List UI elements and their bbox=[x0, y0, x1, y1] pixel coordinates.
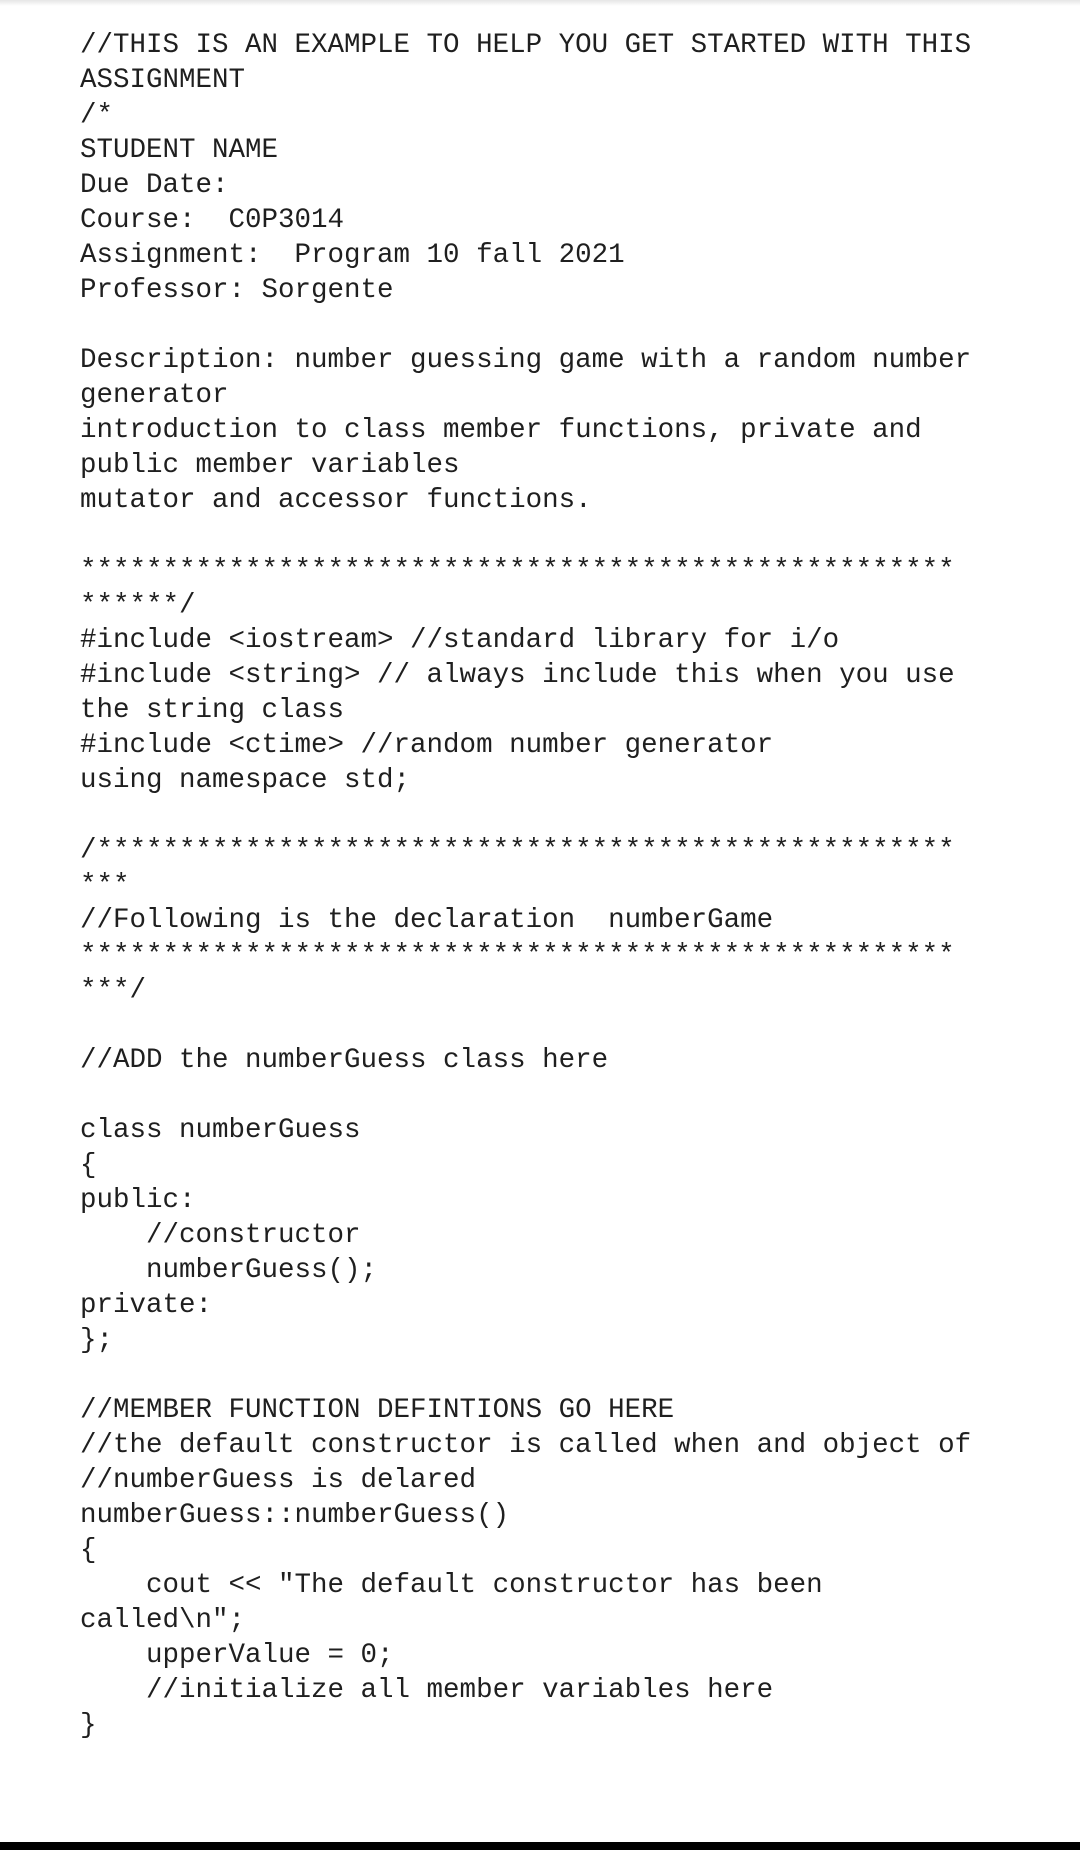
bottom-border bbox=[0, 1842, 1080, 1850]
code-line: ***************************************************** bbox=[80, 940, 955, 971]
code-line: //constructor bbox=[80, 1220, 361, 1251]
code-line: #include <ctime> //random number generator bbox=[80, 730, 774, 761]
code-line: private: bbox=[80, 1290, 213, 1321]
code-line: #include <iostream> //standard library for i/o bbox=[80, 625, 840, 656]
code-line: the string class bbox=[80, 695, 345, 726]
code-line: //ADD the numberGuess class here bbox=[80, 1045, 609, 1076]
code-line: }; bbox=[80, 1325, 114, 1356]
code-line: STUDENT NAME bbox=[80, 135, 279, 166]
code-line: mutator and accessor functions. bbox=[80, 485, 592, 516]
code-line: Description: number guessing game with a random number bbox=[80, 345, 972, 376]
code-line: ***/ bbox=[80, 975, 147, 1006]
code-line: //MEMBER FUNCTION DEFINTIONS GO HERE bbox=[80, 1395, 675, 1426]
code-line: public member variables bbox=[80, 450, 460, 481]
code-line bbox=[80, 1078, 1065, 1113]
code-line bbox=[80, 308, 1065, 343]
code-line bbox=[80, 798, 1065, 833]
code-line: Assignment: Program 10 fall 2021 bbox=[80, 240, 625, 271]
code-line: ******/ bbox=[80, 590, 196, 621]
code-line: ***************************************************** bbox=[80, 555, 955, 586]
code-line: //THIS IS AN EXAMPLE TO HELP YOU GET STARTED WITH THIS bbox=[80, 30, 972, 61]
code-line: /**************************************************** bbox=[80, 835, 955, 866]
code-line: //numberGuess is delared bbox=[80, 1465, 477, 1496]
code-line: Course: C0P3014 bbox=[80, 205, 345, 236]
code-line: introduction to class member functions, private and bbox=[80, 415, 922, 446]
code-line: cout << "The default constructor has been bbox=[80, 1570, 823, 1601]
code-line: { bbox=[80, 1150, 97, 1181]
code-listing bbox=[80, 28, 1065, 1743]
code-line: ASSIGNMENT bbox=[80, 65, 246, 96]
code-line bbox=[80, 518, 1065, 553]
code-line: numberGuess::numberGuess() bbox=[80, 1500, 510, 1531]
code-line: generator bbox=[80, 380, 229, 411]
code-line: /* bbox=[80, 100, 114, 131]
code-line: //Following is the declaration numberGame bbox=[80, 905, 774, 936]
code-line: *** bbox=[80, 870, 130, 901]
code-line: Professor: Sorgente bbox=[80, 275, 394, 306]
code-line: { bbox=[80, 1535, 97, 1566]
code-line: //initialize all member variables here bbox=[80, 1675, 774, 1706]
code-line bbox=[80, 1358, 1065, 1393]
code-line: //the default constructor is called when and object of bbox=[80, 1430, 972, 1461]
code-line: Due Date: bbox=[80, 170, 229, 201]
code-line: class numberGuess bbox=[80, 1115, 361, 1146]
code-line: } bbox=[80, 1710, 97, 1741]
code-line: public: bbox=[80, 1185, 196, 1216]
page-top-shadow bbox=[0, 0, 1080, 6]
code-line: upperValue = 0; bbox=[80, 1640, 394, 1671]
code-line: called\n"; bbox=[80, 1605, 246, 1636]
code-line: #include <string> // always include this when you use bbox=[80, 660, 955, 691]
code-line: numberGuess(); bbox=[80, 1255, 378, 1286]
code-line: using namespace std; bbox=[80, 765, 411, 796]
code-line bbox=[80, 1008, 1065, 1043]
